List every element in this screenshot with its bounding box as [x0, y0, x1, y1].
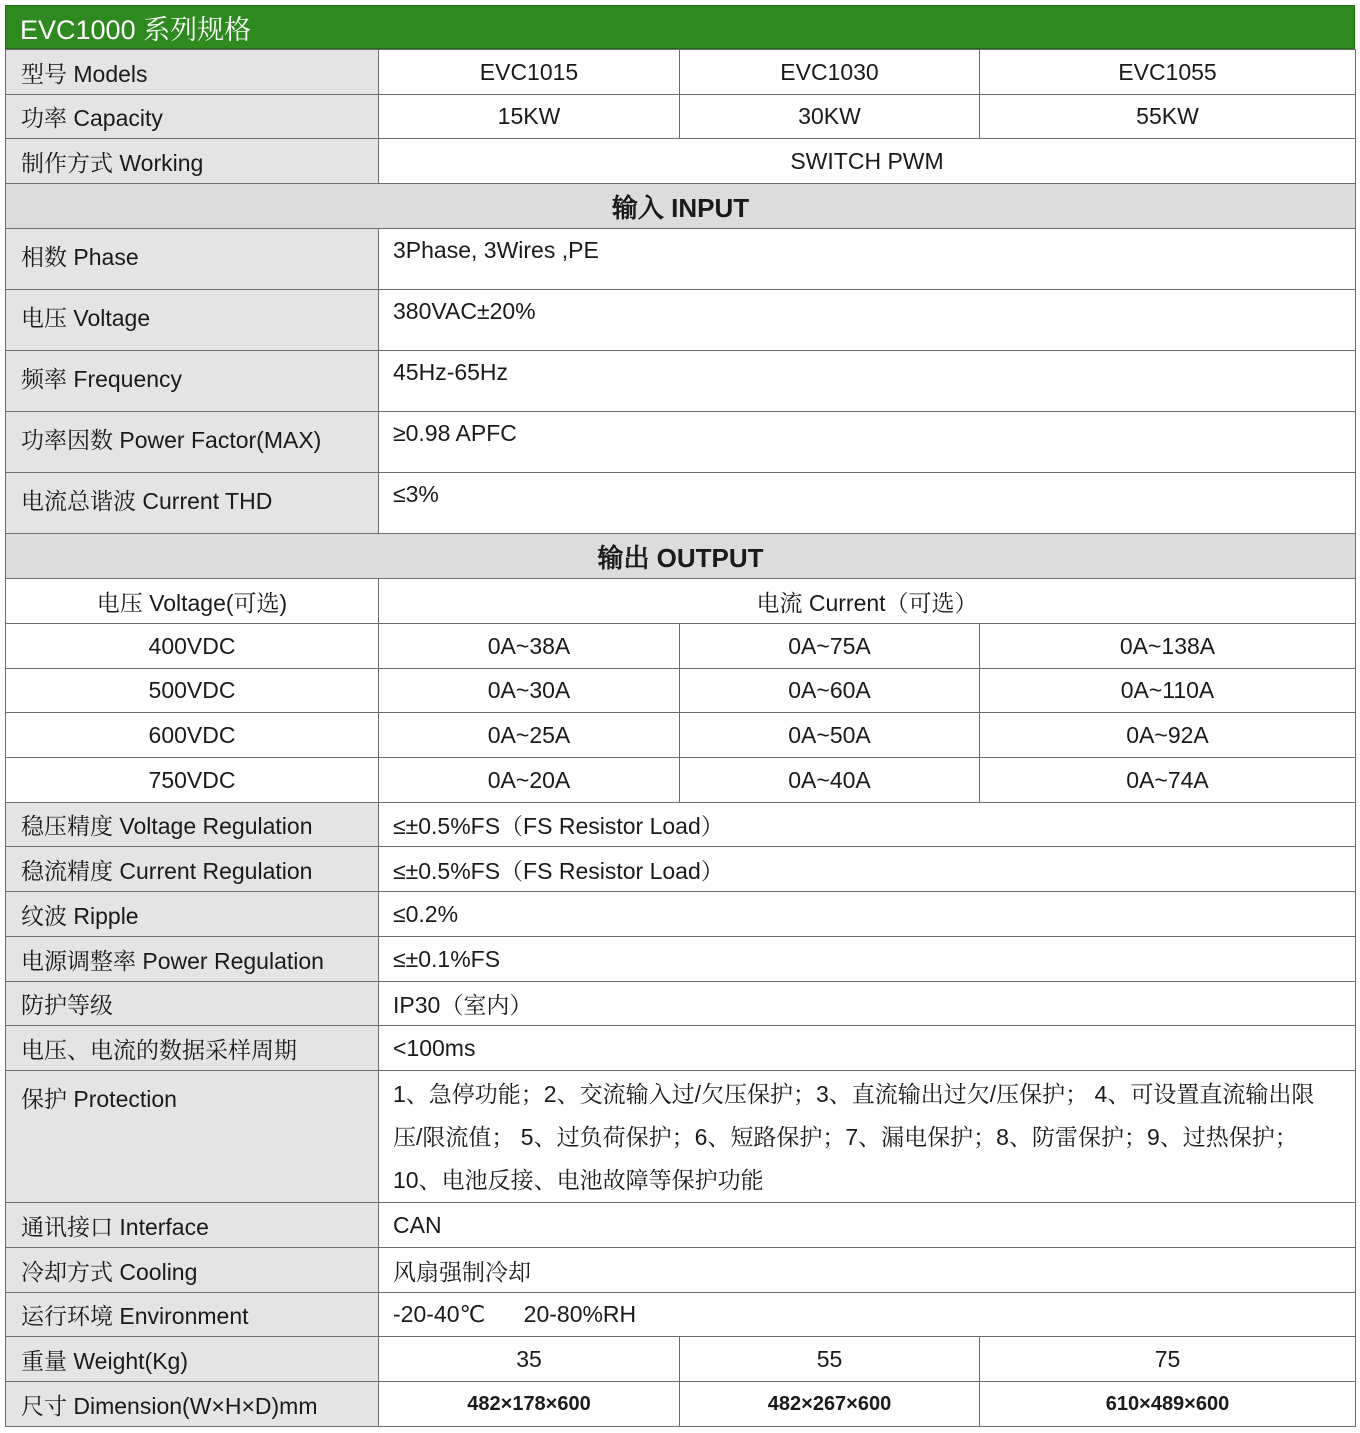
voltage-regulation-value: ≤±0.5%FS（FS Resistor Load） [379, 803, 1356, 847]
weight-cell: 55 [680, 1337, 980, 1382]
phase-value: 3Phase, 3Wires ,PE [379, 229, 1356, 290]
protection-value: 1、急停功能；2、交流输入过/欠压保护；3、直流输出过欠/压保护； 4、可设置直流输出限压/限流值； 5、过负荷保护；6、短路保护；7、漏电保护；8、防雷保护；9、过热保护；10、电池反接、电池故障等保护功能 [379, 1071, 1356, 1203]
interface-value: CAN [379, 1203, 1356, 1248]
table-row [6, 50, 1356, 95]
dimension-cell: 482×267×600 [680, 1382, 980, 1427]
power-regulation-value: ≤±0.1%FS [379, 937, 1356, 982]
interface-label: 通讯接口 Interface [6, 1203, 379, 1248]
section-row [6, 184, 1356, 229]
cooling-value: 风扇强制冷却 [379, 1248, 1356, 1293]
weight-label: 重量 Weight(Kg) [6, 1337, 379, 1382]
model-cell: EVC1055 [980, 50, 1356, 95]
output-voltage-header: 电压 Voltage(可选) [6, 579, 379, 624]
table-row [6, 1337, 1356, 1382]
output-voltage-cell: 750VDC [6, 758, 379, 803]
protection-label: 保护 Protection [6, 1071, 379, 1203]
table-row [6, 624, 1356, 669]
table-row [6, 937, 1356, 982]
weight-cell: 75 [980, 1337, 1356, 1382]
table-row [6, 847, 1356, 892]
table-row [6, 473, 1356, 534]
cooling-label: 冷却方式 Cooling [6, 1248, 379, 1293]
table-row [6, 758, 1356, 803]
page-title: EVC1000 系列规格 [5, 5, 1355, 49]
voltage-regulation-label: 稳压精度 Voltage Regulation [6, 803, 379, 847]
sampling-period-value: <100ms [379, 1026, 1356, 1071]
table-row [6, 803, 1356, 847]
frequency-value: 45Hz-65Hz [379, 351, 1356, 412]
sampling-period-label: 电压、电流的数据采样周期 [6, 1026, 379, 1071]
capacity-cell: 55KW [980, 95, 1356, 139]
dimension-label: 尺寸 Dimension(W×H×D)mm [6, 1382, 379, 1427]
frequency-label: 频率 Frequency [6, 351, 379, 412]
table-row [6, 1071, 1356, 1203]
table-row [6, 95, 1356, 139]
table-row [6, 1248, 1356, 1293]
working-label: 制作方式 Working [6, 139, 379, 184]
environment-value: -20-40℃ 20-80%RH [379, 1293, 1356, 1337]
table-row [6, 412, 1356, 473]
table-row [6, 982, 1356, 1026]
output-current-cell: 0A~74A [980, 758, 1356, 803]
power-factor-value: ≥0.98 APFC [379, 412, 1356, 473]
table-row [6, 669, 1356, 713]
output-section-header: 输出 OUTPUT [6, 534, 1356, 579]
ripple-value: ≤0.2% [379, 892, 1356, 937]
thd-value: ≤3% [379, 473, 1356, 534]
working-value: SWITCH PWM [379, 139, 1356, 184]
weight-cell: 35 [379, 1337, 680, 1382]
output-current-cell: 0A~75A [680, 624, 980, 669]
output-current-cell: 0A~40A [680, 758, 980, 803]
output-current-header: 电流 Current（可选） [379, 579, 1356, 624]
thd-label: 电流总谐波 Current THD [6, 473, 379, 534]
protection-level-label: 防护等级 [6, 982, 379, 1026]
table-row [6, 1293, 1356, 1337]
output-current-cell: 0A~138A [980, 624, 1356, 669]
capacity-cell: 30KW [680, 95, 980, 139]
table-row [6, 579, 1356, 624]
output-voltage-cell: 400VDC [6, 624, 379, 669]
models-label: 型号 Models [6, 50, 379, 95]
table-row [6, 1203, 1356, 1248]
table-row [6, 139, 1356, 184]
dimension-cell: 482×178×600 [379, 1382, 680, 1427]
current-regulation-value: ≤±0.5%FS（FS Resistor Load） [379, 847, 1356, 892]
protection-level-value: IP30（室内） [379, 982, 1356, 1026]
capacity-cell: 15KW [379, 95, 680, 139]
output-voltage-cell: 600VDC [6, 713, 379, 758]
output-current-cell: 0A~25A [379, 713, 680, 758]
output-current-cell: 0A~20A [379, 758, 680, 803]
ripple-label: 纹波 Ripple [6, 892, 379, 937]
capacity-label: 功率 Capacity [6, 95, 379, 139]
phase-label: 相数 Phase [6, 229, 379, 290]
output-current-cell: 0A~60A [680, 669, 980, 713]
output-voltage-cell: 500VDC [6, 669, 379, 713]
table-row [6, 892, 1356, 937]
current-regulation-label: 稳流精度 Current Regulation [6, 847, 379, 892]
output-current-cell: 0A~92A [980, 713, 1356, 758]
output-current-cell: 0A~30A [379, 669, 680, 713]
dimension-cell: 610×489×600 [980, 1382, 1356, 1427]
table-row [6, 351, 1356, 412]
input-section-header: 输入 INPUT [6, 184, 1356, 229]
table-row [6, 1026, 1356, 1071]
output-current-cell: 0A~110A [980, 669, 1356, 713]
table-row [6, 713, 1356, 758]
model-cell: EVC1030 [680, 50, 980, 95]
output-current-cell: 0A~38A [379, 624, 680, 669]
output-current-cell: 0A~50A [680, 713, 980, 758]
spec-sheet [5, 5, 1355, 1427]
table-row [6, 290, 1356, 351]
spec-table [5, 49, 1356, 1427]
input-voltage-label: 电压 Voltage [6, 290, 379, 351]
model-cell: EVC1015 [379, 50, 680, 95]
table-row [6, 1382, 1356, 1427]
input-voltage-value: 380VAC±20% [379, 290, 1356, 351]
power-factor-label: 功率因数 Power Factor(MAX) [6, 412, 379, 473]
power-regulation-label: 电源调整率 Power Regulation [6, 937, 379, 982]
section-row [6, 534, 1356, 579]
environment-label: 运行环境 Environment [6, 1293, 379, 1337]
table-row [6, 229, 1356, 290]
